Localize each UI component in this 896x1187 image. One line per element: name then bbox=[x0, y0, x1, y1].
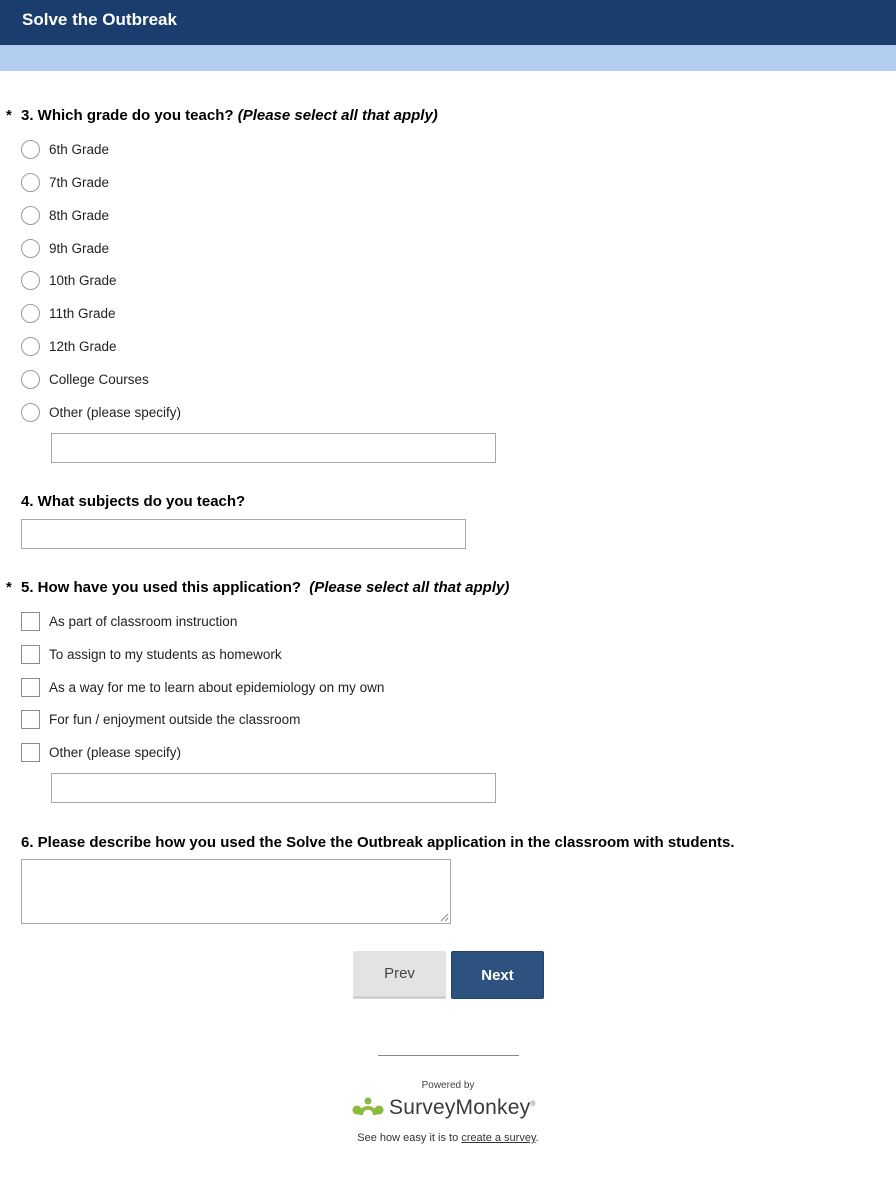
progress-subbar bbox=[0, 45, 896, 71]
grade-option-11th[interactable] bbox=[21, 303, 116, 323]
usage-other-input[interactable] bbox=[51, 773, 496, 803]
option-label: Other (please specify) bbox=[49, 744, 182, 760]
powered-by-text: Powered by bbox=[421, 1080, 475, 1091]
brand-name bbox=[389, 1096, 536, 1120]
radio-button[interactable] bbox=[21, 370, 40, 389]
option-label: For fun / enjoyment outside the classroom bbox=[49, 711, 301, 727]
radio-button[interactable] bbox=[21, 206, 40, 225]
option-label: 7th Grade bbox=[49, 174, 110, 190]
grade-option-other[interactable] bbox=[21, 402, 181, 422]
question-3-note: (Please select all that apply) bbox=[237, 107, 438, 124]
classroom-usage-textarea[interactable] bbox=[21, 859, 451, 924]
grade-option-9th[interactable] bbox=[21, 238, 109, 258]
option-label: College Courses bbox=[49, 371, 149, 387]
usage-option-homework[interactable] bbox=[21, 644, 282, 664]
grade-option-6th[interactable] bbox=[21, 139, 109, 159]
footer-divider bbox=[378, 1055, 519, 1056]
question-4-title: 4. What subjects do you teach? bbox=[21, 493, 246, 510]
usage-option-self-learning[interactable] bbox=[21, 677, 384, 697]
radio-button[interactable] bbox=[21, 403, 40, 422]
grade-option-12th[interactable] bbox=[21, 336, 117, 356]
question-5-text: 5. How have you used this application? bbox=[21, 579, 302, 596]
option-label: As a way for me to learn about epidemiology on my own bbox=[49, 679, 385, 695]
usage-option-classroom[interactable] bbox=[21, 611, 237, 631]
tagline-prefix: See how easy it is to bbox=[357, 1132, 459, 1144]
tagline-suffix: . bbox=[535, 1132, 539, 1144]
radio-button[interactable] bbox=[21, 271, 40, 290]
usage-option-other[interactable] bbox=[21, 742, 181, 762]
registered-mark: ® bbox=[530, 1101, 536, 1108]
header-bar bbox=[0, 0, 896, 45]
grade-other-input[interactable] bbox=[51, 433, 496, 463]
option-label: As part of classroom instruction bbox=[49, 613, 238, 629]
prev-button[interactable]: Prev bbox=[353, 951, 446, 999]
radio-button[interactable] bbox=[21, 337, 40, 356]
required-mark-q3: * bbox=[6, 107, 12, 124]
option-label: 6th Grade bbox=[49, 141, 110, 157]
survey-title: Solve the Outbreak bbox=[22, 10, 177, 29]
question-3-text: 3. Which grade do you teach? bbox=[21, 107, 234, 124]
grade-option-10th[interactable] bbox=[21, 270, 117, 290]
checkbox[interactable] bbox=[21, 612, 40, 631]
checkbox[interactable] bbox=[21, 645, 40, 664]
option-label: 11th Grade bbox=[49, 305, 116, 321]
radio-button[interactable] bbox=[21, 173, 40, 192]
checkbox[interactable] bbox=[21, 678, 40, 697]
monkey-logo-icon bbox=[352, 1097, 384, 1119]
brand-name-text: SurveyMonkey bbox=[389, 1096, 531, 1119]
option-label: 10th Grade bbox=[49, 272, 117, 288]
resize-handle-icon[interactable] bbox=[440, 913, 449, 922]
question-6-title: 6. Please describe how you used the Solve the Outbreak application in the classroom with students. bbox=[21, 834, 735, 851]
checkbox[interactable] bbox=[21, 710, 40, 729]
option-label: To assign to my students as homework bbox=[49, 646, 282, 662]
question-3-title bbox=[21, 107, 438, 124]
subjects-input[interactable] bbox=[21, 519, 466, 549]
option-label: 9th Grade bbox=[49, 240, 110, 256]
footer-tagline bbox=[0, 1132, 896, 1144]
question-5-title bbox=[21, 579, 509, 596]
question-5-note: (Please select all that apply) bbox=[309, 579, 510, 596]
grade-option-7th[interactable] bbox=[21, 172, 109, 192]
surveymonkey-logo[interactable] bbox=[352, 1096, 536, 1120]
next-button[interactable]: Next bbox=[451, 951, 544, 999]
checkbox[interactable] bbox=[21, 743, 40, 762]
radio-button[interactable] bbox=[21, 239, 40, 258]
grade-option-8th[interactable] bbox=[21, 205, 109, 225]
radio-button[interactable] bbox=[21, 304, 40, 323]
usage-option-fun[interactable] bbox=[21, 709, 300, 729]
option-label: Other (please specify) bbox=[49, 404, 182, 420]
required-mark-q5: * bbox=[6, 579, 12, 596]
grade-option-college[interactable] bbox=[21, 369, 149, 389]
radio-button[interactable] bbox=[21, 140, 40, 159]
option-label: 8th Grade bbox=[49, 207, 110, 223]
option-label: 12th Grade bbox=[49, 338, 117, 354]
create-survey-link[interactable]: create a survey bbox=[461, 1132, 536, 1144]
